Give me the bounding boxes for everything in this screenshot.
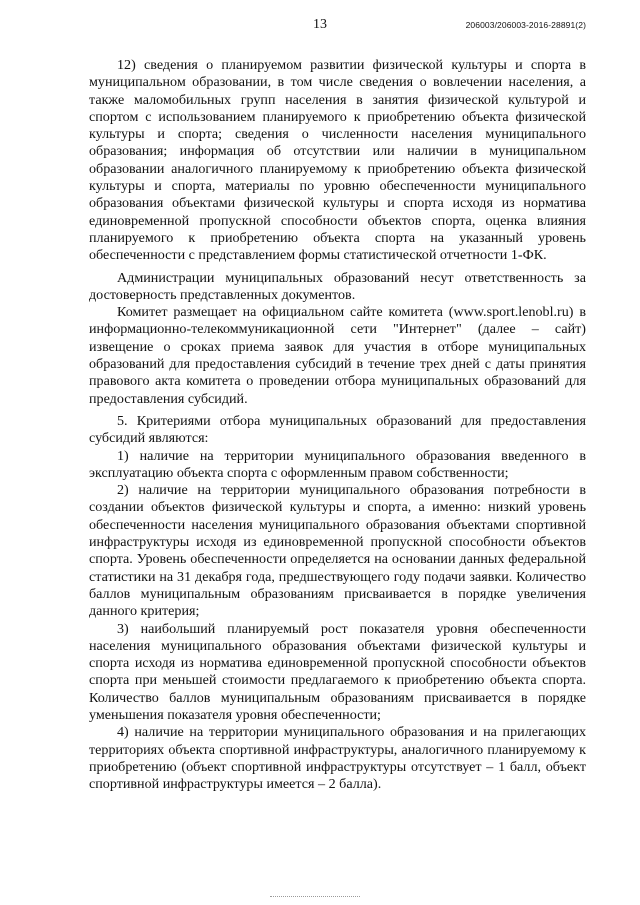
paragraph-criterion-1: 1) наличие на территории муниципального образования введенного в эксплуатацию объекта спорта с оформленным правом собственности; <box>89 447 586 481</box>
paragraph-criterion-3: 3) наибольший планируемый рост показателя уровня обеспеченности населения муниципального образования объектами физической культуры и спорта исходя из норматива единовременной пропускной способности объектов спорта при меньшей стоимости предлагаемого к приобретению объекта спорта. Количество баллов муниципальным образованиям присваивается в порядке уменьшения показателя уровня обеспеченности; <box>89 620 586 723</box>
document-body <box>89 57 586 793</box>
page-number: 13 <box>313 17 327 32</box>
paragraph-criterion-2: 2) наличие на территории муниципального образования потребности в создании объектов физической культуры и спорта, а именно: низкий уровень обеспеченности населения муниципального образования объектами спортивной инфраструктуры исходя из единовременной пропускной способности объектов спорта. Уровень обеспеченности определяется на основании данных федеральной статистики на 31 декабря года, предшествующего году подачи заявки. Количество баллов муниципальным образованиям присваивается в порядке увеличения данного критерия; <box>89 482 586 620</box>
scan-edge-mark <box>270 896 360 898</box>
paragraph-item-12: 12) сведения о планируемом развитии физической культуры и спорта в муниципальном образовании, в том числе сведения о вовлечении населения, а также маломобильных групп населения в занятия физической культурой и спортом с использованием планируемого к приобретению объекта физической культуры и спорта; сведения о численности населения муниципального образования; информация об отсутствии или наличии в муниципальном образовании аналогичного планируемому к приобретению объекта физической культуры и спорта, материалы по уровню обеспеченности муниципального образования объектами физической культуры и спорта исходя из норматива единовременной пропускной способности объектов спорта, оценка влияния планируемого к приобретению объекта спорта на указанный уровень обеспеченности с представлением формы статистической отчетности 1-ФК. <box>89 57 586 264</box>
paragraph-criterion-4: 4) наличие на территории муниципального образования и на прилегающих территориях объекта спортивной инфраструктуры, аналогичного планируемому к приобретению (объект спортивной инфраструктуры отсутствует – 1 балл, объект спортивной инфраструктуры имеется – 2 балла). <box>89 724 586 793</box>
document-code: 206003/206003-2016-28891(2) <box>465 20 586 30</box>
paragraph-committee-notice: Комитет размещает на официальном сайте комитета (www.sport.lenobl.ru) в информационно-телекоммуникационной сети "Интернет" (далее – сайт) извещение о сроках приема заявок для участия в отборе муниципальных образований для предоставления субсидий в течение трех дней с даты принятия правового акта комитета о проведении отбора муниципальных образований для предоставления субсидий. <box>89 304 586 407</box>
paragraph-criteria-intro: 5. Критериями отбора муниципальных образований для предоставления субсидий являются: <box>89 412 586 447</box>
paragraph-responsibility: Администрации муниципальных образований несут ответственность за достоверность представленных документов. <box>89 269 586 303</box>
